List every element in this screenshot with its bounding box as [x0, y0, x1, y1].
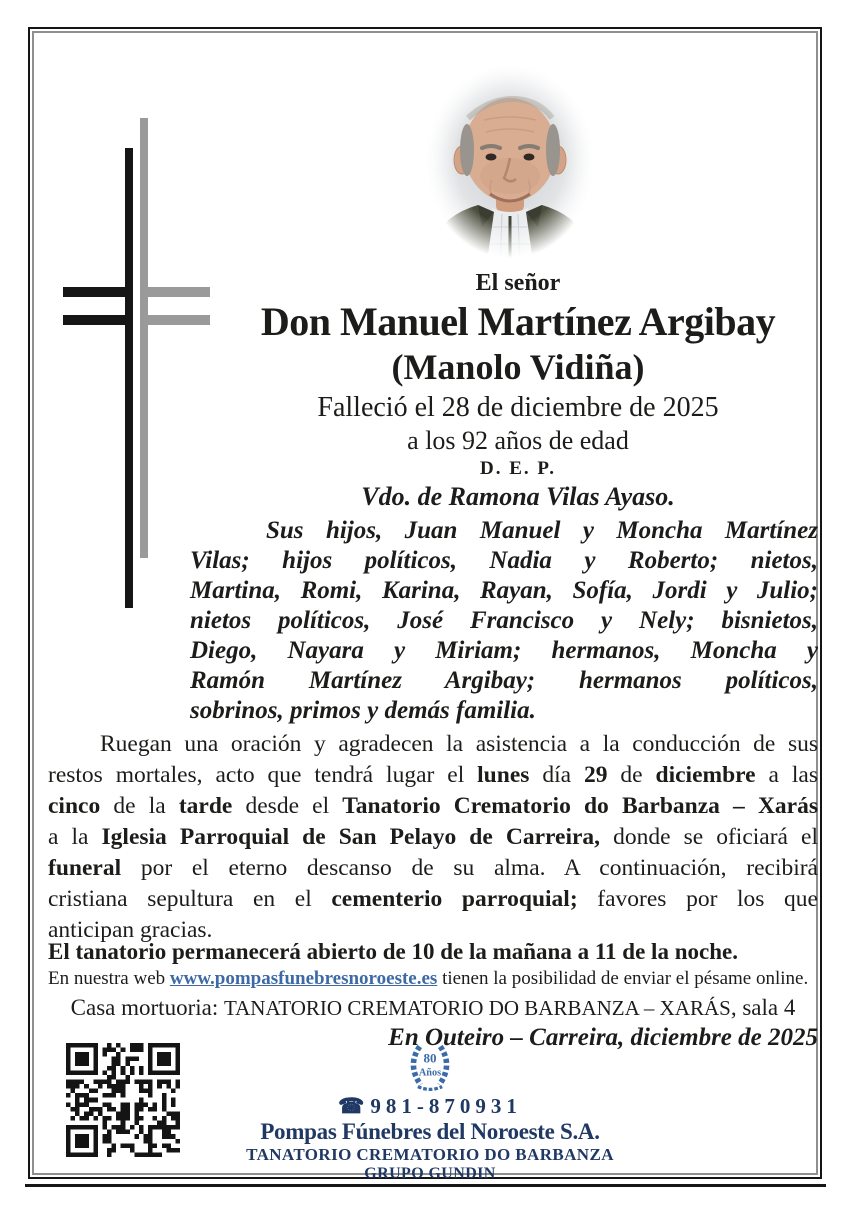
online-condolence-line — [48, 967, 818, 991]
badge-years-label: Años — [418, 1067, 442, 1079]
group-name: GRUPO GUNDIN — [364, 1165, 496, 1182]
mortuary-name: TANATORIO CREMATORIO DO BARBANZA – XARÁS — [223, 996, 731, 1020]
mortuary-suffix: , sala 4 — [730, 995, 796, 1020]
family-paragraph — [190, 516, 818, 726]
deceased-portrait-photo — [420, 62, 600, 269]
place-and-date-line: En Outeiro – Carreira, diciembre de 2025 — [388, 1024, 818, 1051]
phone-line — [40, 1094, 820, 1119]
family-line: Diego, Nayara y Miriam; hermanos, Moncha y — [190, 637, 818, 664]
family-line: Sus hijos, Juan Manuel y Moncha Martínez — [266, 517, 818, 544]
announcement-line: restos mortales, acto que tendrá lugar el lunes día 29 de diciembre a las — [48, 762, 819, 788]
family-line: nietos políticos, José Francisco y Nely; bisnietos, — [190, 607, 818, 634]
mortuary-line — [48, 994, 818, 1022]
cross-gray-vertical-bar — [140, 118, 148, 558]
telephone-icon: ☎ — [338, 1094, 365, 1118]
cross-black-lower-arm — [63, 315, 133, 325]
80-years-laurel-badge-icon — [402, 1042, 458, 1092]
death-date-line: Falleció el 28 de diciembre de 2025 — [317, 392, 719, 423]
announcement-line: Ruegan una oración y agradecen la asistencia a la conducción de sus — [100, 731, 818, 757]
funeral-company-name: Pompas Fúnebres del Noroeste S.A. — [260, 1119, 600, 1144]
family-line: sobrinos, primos y demás familia. — [190, 697, 536, 724]
cross-gray-upper-arm — [140, 287, 210, 297]
badge-years: 80 — [423, 1050, 437, 1066]
funeral-announcement-paragraph — [48, 729, 818, 946]
facility-name: TANATORIO CREMATORIO DO BARBANZA — [246, 1145, 614, 1164]
tanatorio-hours-line: El tanatorio permanecerá abierto de 10 de la mañana a 11 de la noche. — [48, 939, 738, 964]
cross-gray-lower-arm — [140, 315, 210, 325]
cross-black-vertical-bar — [125, 148, 133, 608]
age-line: a los 92 años de edad — [407, 426, 629, 455]
family-line: Ramón Martínez Argibay; hermanos políticos, — [190, 667, 818, 694]
announcement-line: a la Iglesia Parroquial de San Pelayo de Carreira, donde se oficiará el — [48, 824, 818, 850]
family-line: Martina, Romi, Karina, Rayan, Sofía, Jordi y Julio; — [190, 577, 818, 604]
deceased-name: Don Manuel Martínez Argibay — [260, 299, 776, 344]
cross-black-upper-arm — [63, 287, 133, 297]
announcement-line: funeral por el eterno descanso de su alma. A continuación, recibirá — [48, 855, 818, 881]
funeral-home-footer — [40, 1042, 820, 1183]
web-line-prefix: En nuestra web — [48, 968, 170, 989]
web-line-suffix: tienen la posibilidad de enviar el pésame online. — [437, 968, 809, 989]
deceased-nickname: (Manolo Vidiña) — [391, 347, 645, 387]
heading-block — [218, 268, 818, 512]
phone-number: 981-870931 — [370, 1094, 522, 1118]
announcement-line: cinco de la tarde desde el Tanatorio Crematorio do Barbanza – Xarás — [48, 793, 818, 819]
dep-abbreviation: D. E. P. — [479, 458, 556, 479]
mortuary-prefix: Casa mortuoria: — [70, 995, 224, 1020]
announcement-line: anticipan gracias. — [48, 917, 213, 943]
salutation: El señor — [475, 270, 561, 296]
family-line: Vilas; hijos políticos, Nadia y Roberto; nietos, — [190, 547, 818, 574]
widower-line: Vdo. de Ramona Vilas Ayaso. — [361, 482, 675, 511]
bottom-divider-line — [25, 1184, 826, 1187]
announcement-line: cristiana sepultura en el cementerio parroquial; favores por los que — [48, 886, 818, 912]
condolence-website-link[interactable]: www.pompasfunebresnoroeste.es — [169, 968, 438, 989]
